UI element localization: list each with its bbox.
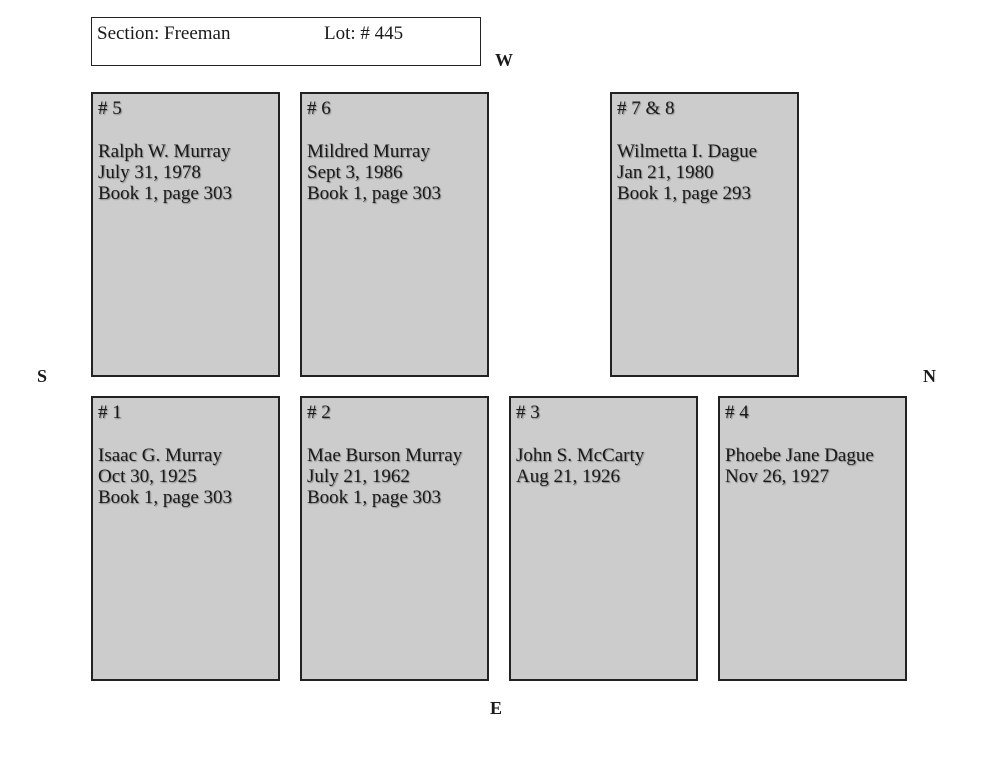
book-reference: Book 1, page 303 [98, 183, 233, 204]
plot-5 [91, 92, 280, 377]
burial-date: Nov 26, 1927 [725, 466, 829, 487]
burial-name: John S. McCarty [516, 445, 645, 466]
plot-number: # 4 [725, 402, 749, 423]
lot-header-box [91, 17, 481, 66]
plot-number: # 6 [307, 98, 331, 119]
plot-7-8 [610, 92, 799, 377]
plot-2 [300, 396, 489, 681]
lot-number-label: Lot: # 445 [324, 23, 404, 44]
plot-number: # 3 [516, 402, 540, 423]
burial-date: Jan 21, 1980 [617, 162, 714, 183]
burial-name: Mildred Murray [307, 141, 430, 162]
burial-date: July 21, 1962 [307, 466, 410, 487]
burial-name: Mae Burson Murray [307, 445, 463, 466]
plot-6 [300, 92, 489, 377]
burial-name: Phoebe Jane Dague [725, 445, 874, 466]
plot-number: # 1 [98, 402, 122, 423]
plot-3 [509, 396, 698, 681]
book-reference: Book 1, page 293 [617, 183, 752, 204]
plot-1 [91, 396, 280, 681]
plot-number: # 2 [307, 402, 331, 423]
compass-north: N [923, 366, 936, 386]
burial-name: Wilmetta I. Dague [617, 141, 758, 162]
burial-date: July 31, 1978 [98, 162, 201, 183]
burial-date: Oct 30, 1925 [98, 466, 197, 487]
book-reference: Book 1, page 303 [307, 487, 442, 508]
burial-name: Ralph W. Murray [98, 141, 231, 162]
burial-name: Isaac G. Murray [98, 445, 222, 466]
plot-number: # 5 [98, 98, 122, 119]
book-reference: Book 1, page 303 [307, 183, 442, 204]
burial-date: Sept 3, 1986 [307, 162, 403, 183]
compass-east: E [490, 698, 503, 718]
plot-4 [718, 396, 907, 681]
compass-west: W [495, 50, 513, 70]
section-label: Section: Freeman [97, 23, 231, 44]
book-reference: Book 1, page 303 [98, 487, 233, 508]
burial-date: Aug 21, 1926 [516, 466, 620, 487]
plot-number: # 7 & 8 [617, 98, 675, 119]
compass-south: S [37, 366, 48, 386]
